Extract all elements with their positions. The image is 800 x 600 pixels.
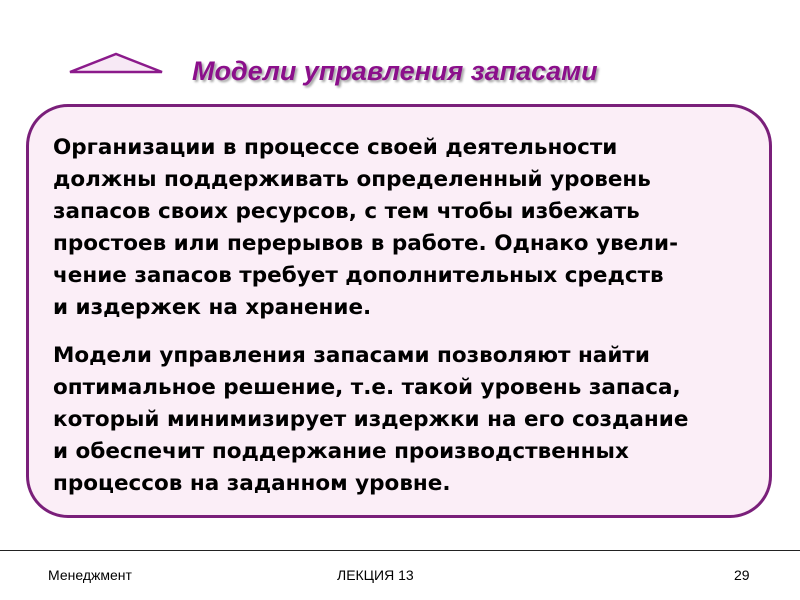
decorative-triangle-icon xyxy=(66,52,166,76)
paragraph-line: Модели управления запасами позволяют найти xyxy=(53,343,650,368)
paragraph-line: запасов своих ресурсов, с тем чтобы избежать xyxy=(53,199,640,224)
paragraph-line: процессов на заданном уровне. xyxy=(53,471,451,496)
paragraph-line: который минимизирует издержки на его создание xyxy=(53,407,689,432)
paragraph-line: простоев или перерывов в работе. Однако увели- xyxy=(53,231,678,256)
paragraph-line: должны поддерживать определенный уровень xyxy=(53,167,651,192)
paragraph-line: оптимальное решение, т.е. такой уровень запаса, xyxy=(53,375,681,400)
footer-course-name: Менеджмент xyxy=(48,567,132,583)
paragraph-line: чение запасов требует дополнительных средств xyxy=(53,263,664,288)
paragraph-line: и издержек на хранение. xyxy=(53,295,372,320)
footer-lecture-label: ЛЕКЦИЯ 13 xyxy=(337,567,414,583)
paragraph-line: и обеспечит поддержание производственных xyxy=(53,439,629,464)
paragraph-organizations xyxy=(53,132,678,324)
paragraph-inventory-models xyxy=(53,340,688,500)
content-panel xyxy=(26,104,772,518)
paragraph-line: Организации в процессе своей деятельности xyxy=(53,135,618,160)
footer-divider xyxy=(0,550,800,551)
footer-page-number: 29 xyxy=(734,567,750,583)
slide-title: Модели управления запасами xyxy=(192,56,598,86)
